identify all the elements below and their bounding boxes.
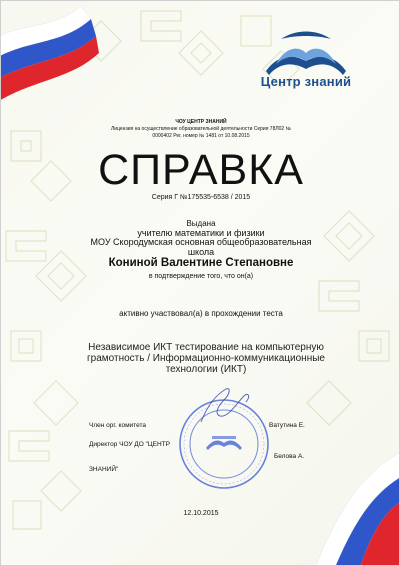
license-line-2: 0000402 Рег. номер № 1481 от 10.08.2015 (152, 133, 250, 139)
test-line-2: грамотность / Информационно-коммуникационные (87, 353, 325, 364)
logo-text: Центр знаний (260, 74, 352, 89)
recipient-school (61, 237, 341, 257)
flag-ribbon-top-left (0, 1, 101, 121)
test-line-3: технологии (ИКТ) (165, 364, 247, 375)
series-number: Серия Г №175535-6538 / 2015 (151, 194, 251, 201)
recipient-name: Кониной Валентине Степановне (108, 257, 294, 269)
organization-name: ЧОУ ЦЕНТР ЗНАНИЙ (175, 119, 227, 125)
committee-member-label: Член орг. комитета (89, 422, 147, 429)
handwritten-signature-icon (196, 384, 256, 426)
participation-text: активно участвовал(а) в прохождении теста (119, 309, 283, 318)
director-name: Белова А. (274, 453, 305, 460)
committee-member-name: Ватутина Е. (269, 422, 305, 429)
director-label-line-2: ЗНАНИЙ" (89, 466, 119, 473)
test-title (67, 342, 345, 375)
director-label-line-1: Директор ЧОУ ДО "ЦЕНТР (89, 441, 171, 448)
issued-label: Выдана (186, 219, 216, 228)
issue-date: 12.10.2015 (183, 510, 219, 517)
confirmation-text: в подтверждение того, что он(а) (148, 273, 254, 280)
license-line-1: Лицензия на осуществление образовательной деятельности Серия 78Л02 № (111, 126, 291, 132)
document-title: СПРАВКА (98, 146, 304, 194)
license-info (61, 126, 341, 140)
school-line-2: школа (187, 247, 215, 257)
school-line-1: МОУ Скородумская основная общеобразовательная (90, 237, 312, 247)
test-line-1: Независимое ИКТ тестирование на компьютерную (88, 342, 324, 353)
recipient-position: учителю математики и физики (137, 228, 265, 238)
